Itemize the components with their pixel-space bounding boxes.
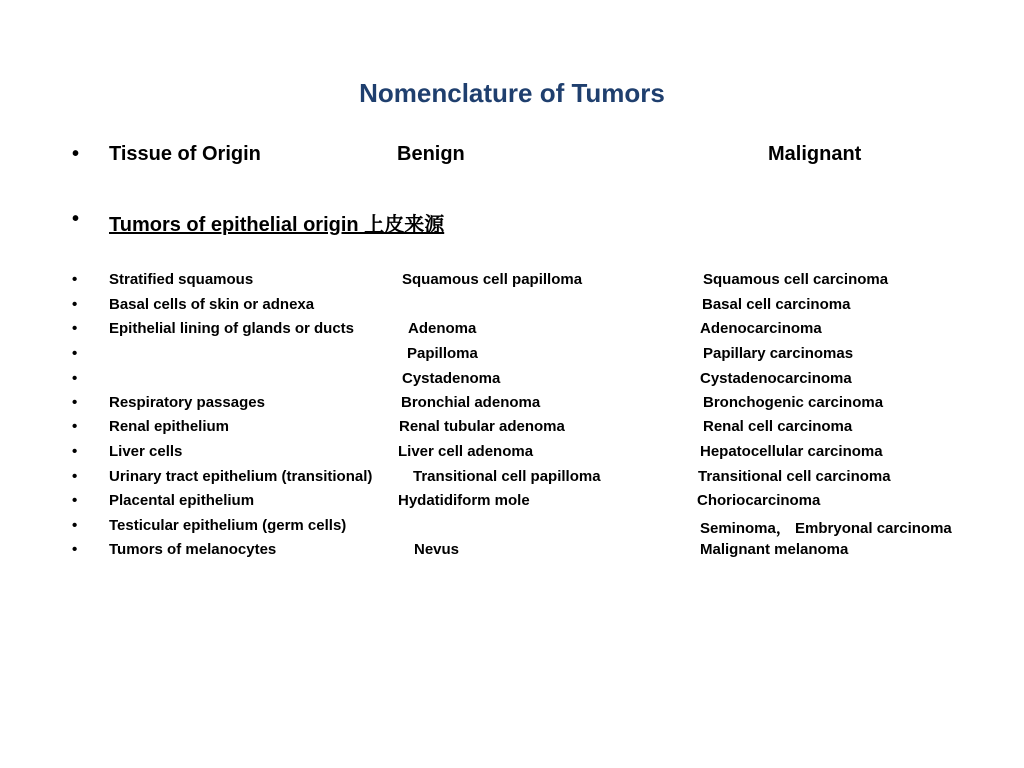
row-malignant: Choriocarcinoma: [697, 492, 821, 509]
bullet: •: [72, 443, 78, 460]
header-malignant: Malignant: [768, 143, 862, 165]
row-tissue: Epithelial lining of glands or ducts: [109, 320, 355, 337]
row-malignant: Hepatocellular carcinoma: [700, 443, 883, 460]
row-malignant: Malignant melanoma: [700, 541, 849, 558]
bullet: •: [72, 143, 80, 165]
row-benign: Squamous cell papilloma: [402, 271, 583, 288]
row-malignant: Squamous cell carcinoma: [703, 271, 889, 288]
row-tissue: Tumors of melanocytes: [109, 541, 277, 558]
row-malignant: Adenocarcinoma: [700, 320, 822, 337]
header-tissue-of-origin: Tissue of Origin: [109, 143, 261, 165]
bullet: •: [72, 541, 78, 558]
row-tissue: Respiratory passages: [109, 394, 265, 411]
section-heading: Tumors of epithelial origin 上皮来源: [109, 214, 445, 236]
row-tissue: Testicular epithelium (germ cells): [109, 517, 347, 534]
bullet: •: [72, 492, 78, 509]
row-tissue: Stratified squamous: [109, 271, 254, 288]
row-malignant: Seminoma， Embryonal carcinoma: [700, 520, 952, 537]
row-benign: Liver cell adenoma: [398, 443, 534, 460]
bullet: •: [72, 296, 78, 313]
header-benign: Benign: [397, 143, 465, 165]
row-tissue: Renal epithelium: [109, 418, 230, 435]
row-benign: Renal tubular adenoma: [399, 418, 565, 435]
row-tissue: Basal cells of skin or adnexa: [109, 296, 315, 313]
bullet: •: [72, 394, 78, 411]
row-benign: Nevus: [414, 541, 460, 558]
bullet: •: [72, 517, 78, 534]
bullet: •: [72, 370, 78, 387]
bullet: •: [72, 208, 80, 230]
bullet: •: [72, 320, 78, 337]
row-malignant: Papillary carcinomas: [703, 345, 854, 362]
row-malignant: Renal cell carcinoma: [703, 418, 853, 435]
row-malignant: Bronchogenic carcinoma: [703, 394, 884, 411]
row-benign: Cystadenoma: [402, 370, 501, 387]
row-tissue: Liver cells: [109, 443, 183, 460]
page-title: Nomenclature of Tumors: [359, 78, 665, 108]
row-malignant: Basal cell carcinoma: [702, 296, 851, 313]
row-benign: Hydatidiform mole: [398, 492, 530, 509]
bullet: •: [72, 468, 78, 485]
row-benign: Papilloma: [407, 345, 478, 362]
row-benign: Adenoma: [408, 320, 477, 337]
row-malignant: Cystadenocarcinoma: [700, 370, 852, 387]
row-benign: Bronchial adenoma: [401, 394, 541, 411]
row-tissue: Urinary tract epithelium (transitional): [109, 468, 373, 485]
row-benign: Transitional cell papilloma: [413, 468, 601, 485]
bullet: •: [72, 271, 78, 288]
bullet: •: [72, 345, 78, 362]
row-malignant: Transitional cell carcinoma: [698, 468, 891, 485]
row-tissue: Placental epithelium: [109, 492, 255, 509]
bullet: •: [72, 418, 78, 435]
